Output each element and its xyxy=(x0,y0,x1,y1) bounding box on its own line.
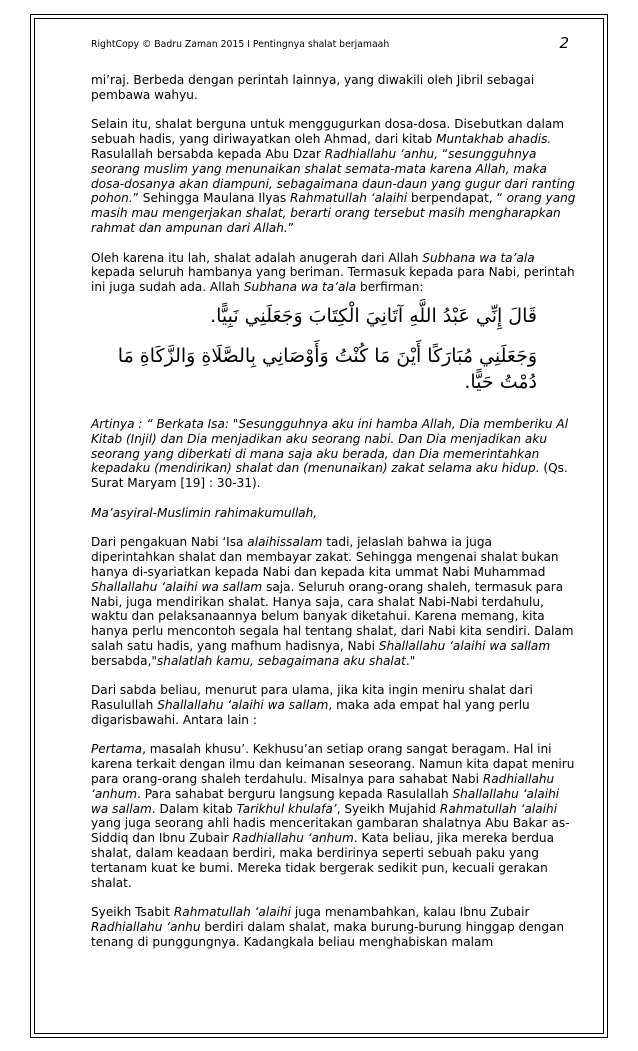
text-run: , Syeikh Mujahid xyxy=(336,801,440,816)
italic-honorific: Radhiallahu ‘anhu, xyxy=(324,146,439,161)
text-run: Oleh karena itu lah, shalat adalah anugerah dari Allah xyxy=(91,250,423,265)
page-header xyxy=(91,36,569,58)
italic-translation: Artinya : “ Berkata Isa: "Sesungguhnya aku ini hamba Allah, Dia memberiku Al Kitab (Injil) dan Dia menjadikan aku seorang nabi. Dan Dia menjadikan aku seorang yang diberkati di mana saja aku berada, dan Dia memerintahkan kepadaku (mendirikan) shalat dan (menunaikan) zakat selama aku hidup. xyxy=(91,416,569,476)
text-run: , masalah khusu’. Kekhusu’an setiap orang sangat beragam. Hal ini karena terkait dengan ilmu dan keimanan seseorang. Namun kita dapat meniru para orang-orang shaleh terdahulu. Misalnya para sahabat Nabi xyxy=(91,742,575,787)
text-run: Rasulallah bersabda kepada Abu Dzar xyxy=(91,146,325,161)
paragraph-9 xyxy=(91,905,577,949)
italic-hadith-quote: shalatlah kamu, sebagaimana aku shalat xyxy=(156,653,406,668)
italic-honorific: Rahmatullah ‘alaihi xyxy=(290,191,408,206)
text-run: Syeikh Tsabit xyxy=(91,905,174,920)
text-run: berdiri dalam shalat, maka burung-burung hinggap dengan tenang di punggungnya. Kadangkala beliau menghabiskan malam xyxy=(91,920,565,949)
text-run: Dari sabda beliau, menurut para ulama, jika kita ingin meniru shalat dari Rasulullah xyxy=(91,683,533,713)
paragraph-salutation xyxy=(91,506,577,521)
text-run: “ xyxy=(438,146,449,161)
italic-honorific: Rahmatullah ‘alaihi xyxy=(439,801,558,816)
italic-hadith-quote: sesungguhnya seorang muslim yang menunaikan shalat semata-mata karena Allah, maka dosa-dosanya akan diampuni, sebagaimana daun-daun yang gugur dari ranting pohon. xyxy=(91,146,576,206)
paragraph-7 xyxy=(91,683,577,727)
italic-honorific: Radhiallahu ‘anhum xyxy=(91,772,555,801)
text-run: yang juga seorang ahli hadis menceritakan gambaran shalatnya Abu Bakar as-Siddiq dan Ibnu Zubair xyxy=(91,816,570,846)
italic-salutation: Ma’asyiral-Muslimin rahimakumullah, xyxy=(91,505,318,520)
arabic-verse-line-1: قَالَ إِنِّي عَبْدُ اللَّهِ آتَانِيَ الْكِتَابَ وَجَعَلَنِي نَبِيًّا. xyxy=(210,304,537,327)
paragraph-1 xyxy=(91,73,577,103)
italic-honorific: Rahmatullah ‘alaihi xyxy=(173,905,292,920)
paragraph-8 xyxy=(91,742,577,890)
paragraph-2 xyxy=(91,117,577,235)
page-number: 2 xyxy=(559,34,569,52)
text-run: . Para sahabat berguru langsung kepada Rasulallah xyxy=(137,786,453,801)
quran-verse xyxy=(91,303,577,395)
text-run: bersabda," xyxy=(91,653,157,668)
text-run: ." xyxy=(405,653,416,668)
text-run: kepada seluruh hambanya yang beriman. Termasuk kepada para Nabi, perintah ini juga sudah ada. Allah xyxy=(91,265,575,295)
text-run: saja. Seluruh orang-orang shaleh, termasuk para Nabi, juga mendirikan shalat. Hanya saja, cara shalat Nabi-Nabi terdahulu, waktu dan pelaksanaannya belum banyak diketahui. Karena memang, kita hanya perlu mencontoh segala hal tentang shalat, dari Nabi kita sendiri. Dalam salah satu hadis, yang mafhum hadisnya, Nabi xyxy=(91,579,574,653)
text-run: berfirman: xyxy=(356,280,424,295)
italic-book-title: Muntakhab ahadis. xyxy=(436,132,552,147)
italic-quote: orang yang masih mau mengerjakan shalat, berarti orang tersebut masih mengharapkan rahmat dan ampunan dari Allah. xyxy=(91,191,576,235)
paragraph-translation xyxy=(91,417,577,491)
text-run: Selain itu, shalat berguna untuk menggugurkan dosa-dosa. Disebutkan dalam sebuah hadis, yang diriwayatkan oleh Ahmad, dari kitab xyxy=(91,117,565,147)
italic-honorific: Shallallahu ‘alaihi wa sallam xyxy=(91,786,560,816)
text-run: mi’raj. Berbeda dengan perintah lainnya, yang diwakili oleh Jibril sebagai pembawa wahyu. xyxy=(91,73,535,102)
italic-book-title: Tarikhul khulafa’ xyxy=(236,801,337,816)
text-run: . Dalam kitab xyxy=(151,801,237,816)
italic-honorific: Shallallahu ‘alaihi wa sallam xyxy=(91,579,263,594)
text-run: ” xyxy=(287,220,294,235)
italic-honorific: alaihissalam xyxy=(247,535,323,550)
paragraph-3 xyxy=(91,251,577,295)
text-run: , maka ada empat hal yang perlu digarisbawahi. Antara lain : xyxy=(91,698,530,727)
italic-honorific: Radhiallahu ‘anhu xyxy=(91,920,201,935)
running-title: RightCopy © Badru Zaman 2015 I Pentingnya shalat berjamaah xyxy=(91,39,390,50)
arabic-verse-line-2: وَجَعَلَنِي مُبَارَكًا أَيْنَ مَا كُنْتُ وَأَوْصَانِي بِالصَّلَاةِ وَالزَّكَاةِ مَا دُمْتُ حَيًّا. xyxy=(117,344,537,393)
italic-honorific: Shallallahu ‘alaihi wa sallam xyxy=(378,638,551,653)
verse-reference: (Qs. Surat Maryam [19] : 30-31). xyxy=(91,461,568,491)
italic-honorific: Subhana wa ta’ala xyxy=(422,250,535,265)
text-run: . Kata beliau, jika mereka berdua shalat, dalam keadaan berdiri, maka berdirinya seperti sebuah paku yang tertanam kuat ke bumi. Mereka tidak bergerak sedikit pun, kecuali gerakan shalat. xyxy=(91,831,554,890)
text-run: juga menambahkan, kalau Ibnu Zubair xyxy=(291,905,530,920)
text-run: Dari pengakuan Nabi ‘Isa xyxy=(91,535,248,550)
italic-heading-word: Pertama xyxy=(91,742,143,757)
italic-honorific: Radhiallahu ‘anhum xyxy=(232,831,354,846)
text-run: ” Sehingga Maulana Ilyas xyxy=(132,191,291,206)
text-run: tadi, jelaslah bahwa ia juga diperintahkan shalat dan membayar zakat. Sehingga mengenai shalat bukan hanya di-syariatkan kepada Nabi dan kepada kita ummat Nabi Muhammad xyxy=(91,535,559,579)
text-run: berpendapat, “ xyxy=(407,191,507,206)
paragraph-6 xyxy=(91,535,577,668)
italic-honorific: Subhana wa ta’ala xyxy=(243,280,357,295)
italic-honorific: Shallallahu ‘alaihi wa sallam xyxy=(157,698,329,713)
document-body xyxy=(91,73,577,964)
